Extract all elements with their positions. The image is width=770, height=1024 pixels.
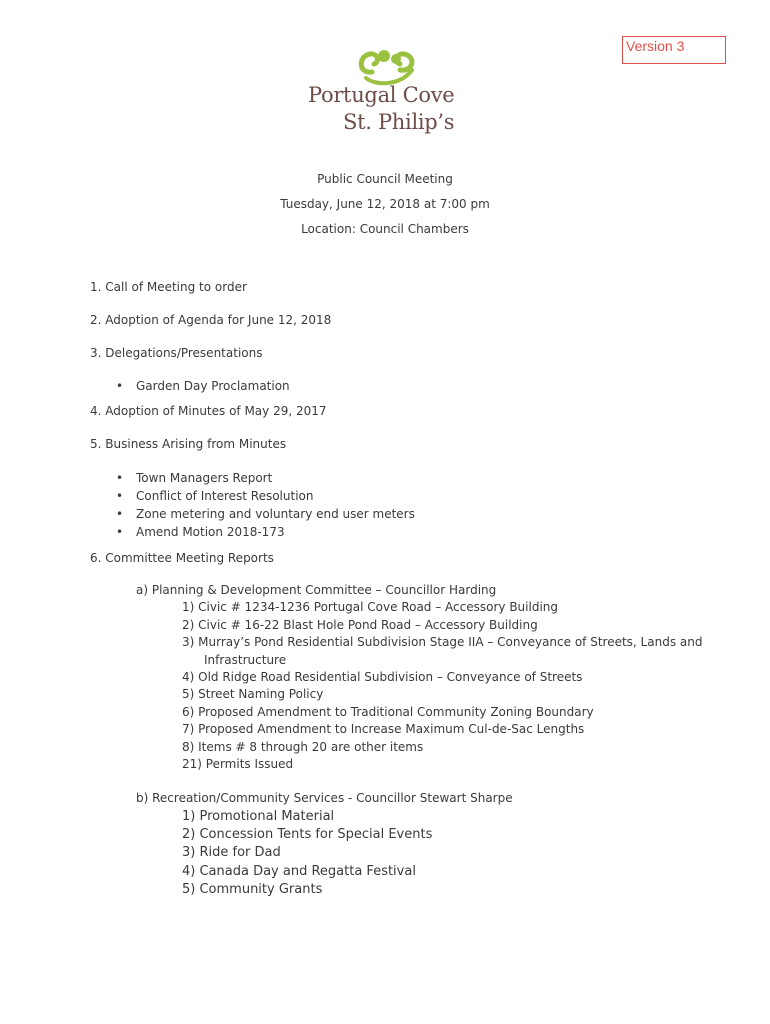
agenda-item-6: 6. Committee Meeting Reports: [90, 551, 274, 565]
meeting-location: Location: Council Chambers: [301, 222, 469, 236]
committee-b-item: 3) Ride for Dad: [182, 845, 281, 860]
agenda-item-4: 4. Adoption of Minutes of May 29, 2017: [90, 404, 327, 418]
committee-a-item: 4) Old Ridge Road Residential Subdivision – Conveyance of Streets: [182, 670, 583, 684]
committee-b-heading: b) Recreation/Community Services - Councillor Stewart Sharpe: [136, 791, 513, 805]
committee-a-item: 21) Permits Issued: [182, 757, 294, 771]
business-item-1: Town Managers Report: [136, 471, 273, 485]
business-item-4: Amend Motion 2018-173: [136, 525, 285, 539]
meeting-date: Tuesday, June 12, 2018 at 7:00 pm: [280, 197, 490, 211]
committee-a-heading: a) Planning & Development Committee – Councillor Harding: [136, 583, 497, 597]
committee-b-item: 5) Community Grants: [182, 882, 323, 897]
agenda-item-5: 5. Business Arising from Minutes: [90, 437, 287, 451]
committee-a-item: 3) Murray’s Pond Residential Subdivision Stage IIA – Conveyance of Streets, Lands and: [182, 635, 703, 649]
agenda-item-1: 1. Call of Meeting to order: [90, 280, 247, 294]
logo-text-line1: Portugal Cove: [308, 83, 455, 107]
bullet-icon: •: [116, 471, 124, 485]
committee-b-item: 2) Concession Tents for Special Events: [182, 827, 433, 842]
logo-text-line2: St. Philip’s: [343, 110, 455, 134]
committee-a-item: 7) Proposed Amendment to Increase Maximum Cul-de-Sac Lengths: [182, 722, 585, 736]
committee-a-item: 2) Civic # 16-22 Blast Hole Pond Road – Accessory Building: [182, 618, 538, 632]
committee-a-item-continued: Infrastructure: [204, 653, 287, 667]
business-item-2: Conflict of Interest Resolution: [136, 489, 314, 503]
committee-a-item: 5) Street Naming Policy: [182, 687, 324, 701]
bullet-icon: •: [116, 525, 124, 539]
bullet-icon: •: [116, 507, 124, 521]
business-item-3: Zone metering and voluntary end user meters: [136, 507, 415, 521]
committee-b-item: 4) Canada Day and Regatta Festival: [182, 864, 416, 879]
bullet-icon: •: [116, 489, 124, 503]
meeting-title: Public Council Meeting: [317, 172, 453, 186]
committee-b-item: 1) Promotional Material: [182, 809, 335, 824]
agenda-item-2: 2. Adoption of Agenda for June 12, 2018: [90, 313, 332, 327]
bullet-icon: •: [116, 379, 124, 393]
committee-a-item: 6) Proposed Amendment to Traditional Community Zoning Boundary: [182, 705, 594, 719]
committee-a-item: 8) Items # 8 through 20 are other items: [182, 740, 424, 754]
delegation-item: Garden Day Proclamation: [136, 379, 290, 393]
version-box: [622, 36, 726, 64]
committee-a-item: 1) Civic # 1234-1236 Portugal Cove Road – Accessory Building: [182, 600, 559, 614]
agenda-item-3: 3. Delegations/Presentations: [90, 346, 263, 360]
version-label: Version 3: [626, 38, 685, 54]
